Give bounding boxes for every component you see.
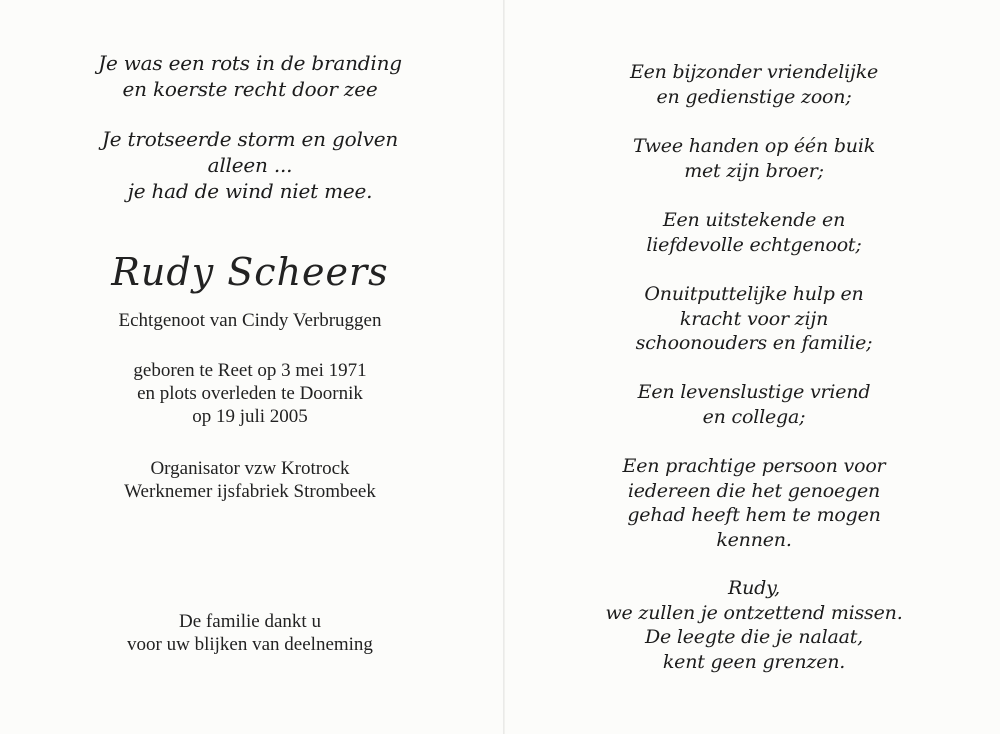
tribute-line: en collega; bbox=[702, 405, 806, 428]
spouse-line: Echtgenoot van Cindy Verbruggen bbox=[118, 310, 382, 331]
life-dates bbox=[0, 359, 500, 428]
poem-line: je had de wind niet mee. bbox=[127, 179, 373, 203]
life-line: op 19 juli 2005 bbox=[192, 406, 308, 427]
family-thanks bbox=[0, 610, 500, 656]
poem-line: en koerste recht door zee bbox=[122, 77, 378, 101]
tribute-line: gehad heeft hem te mogen bbox=[627, 504, 881, 526]
tribute-line: Een uitstekende en bbox=[662, 209, 846, 231]
tribute-line: kent geen grenzen. bbox=[662, 650, 846, 673]
occupations bbox=[0, 457, 500, 503]
thanks-line: De familie dankt u bbox=[179, 611, 321, 632]
card-fold bbox=[503, 0, 505, 734]
tribute-line: Twee handen op één buik bbox=[632, 135, 876, 157]
tribute-line: Een levenslustige vriend bbox=[637, 381, 871, 403]
tribute-line: kracht voor zijn bbox=[679, 307, 829, 330]
deceased-name: Rudy Scheers bbox=[111, 250, 389, 294]
right-panel bbox=[508, 0, 1000, 734]
tribute-line: met zijn broer; bbox=[684, 159, 824, 182]
tribute-line: De leegte die je nalaat, bbox=[644, 626, 864, 648]
tribute-stanza-6 bbox=[508, 454, 1000, 552]
poem-line: Je was een rots in de branding bbox=[98, 51, 402, 75]
tribute-stanza-5 bbox=[508, 380, 1000, 429]
tribute-stanza-4 bbox=[508, 282, 1000, 356]
tribute-line: liefdevolle echtgenoot; bbox=[646, 233, 862, 256]
occupation-line: Organisator vzw Krotrock bbox=[150, 458, 350, 479]
tribute-line: Een prachtige persoon voor bbox=[622, 455, 886, 477]
tribute-line: iedereen die het genoegen bbox=[627, 479, 881, 502]
tribute-stanza-1 bbox=[508, 60, 1000, 109]
tribute-stanza-2 bbox=[508, 134, 1000, 183]
tribute-line: Een bijzonder vriendelijke bbox=[629, 61, 879, 83]
tribute-line: Onuitputtelijke hulp en bbox=[644, 283, 864, 305]
thanks-line: voor uw blijken van deelneming bbox=[127, 634, 373, 655]
tribute-line: kennen. bbox=[716, 528, 792, 551]
poem-line: Je trotseerde storm en golven bbox=[101, 127, 399, 151]
tribute-stanza-7 bbox=[508, 576, 1000, 674]
tribute-stanza-3 bbox=[508, 208, 1000, 257]
opening-poem-stanza-1 bbox=[0, 50, 500, 102]
life-line: geboren te Reet op 3 mei 1971 bbox=[133, 360, 367, 381]
occupation-line: Werknemer ijsfabriek Strombeek bbox=[124, 481, 376, 502]
tribute-line: schoonouders en familie; bbox=[635, 332, 873, 354]
poem-line: alleen ... bbox=[207, 153, 293, 177]
tribute-line: en gedienstige zoon; bbox=[656, 85, 852, 108]
tribute-line: Rudy, bbox=[728, 577, 780, 599]
tribute-line: we zullen je ontzettend missen. bbox=[605, 601, 903, 624]
life-line: en plots overleden te Doornik bbox=[137, 383, 363, 404]
opening-poem-stanza-2 bbox=[0, 126, 500, 204]
